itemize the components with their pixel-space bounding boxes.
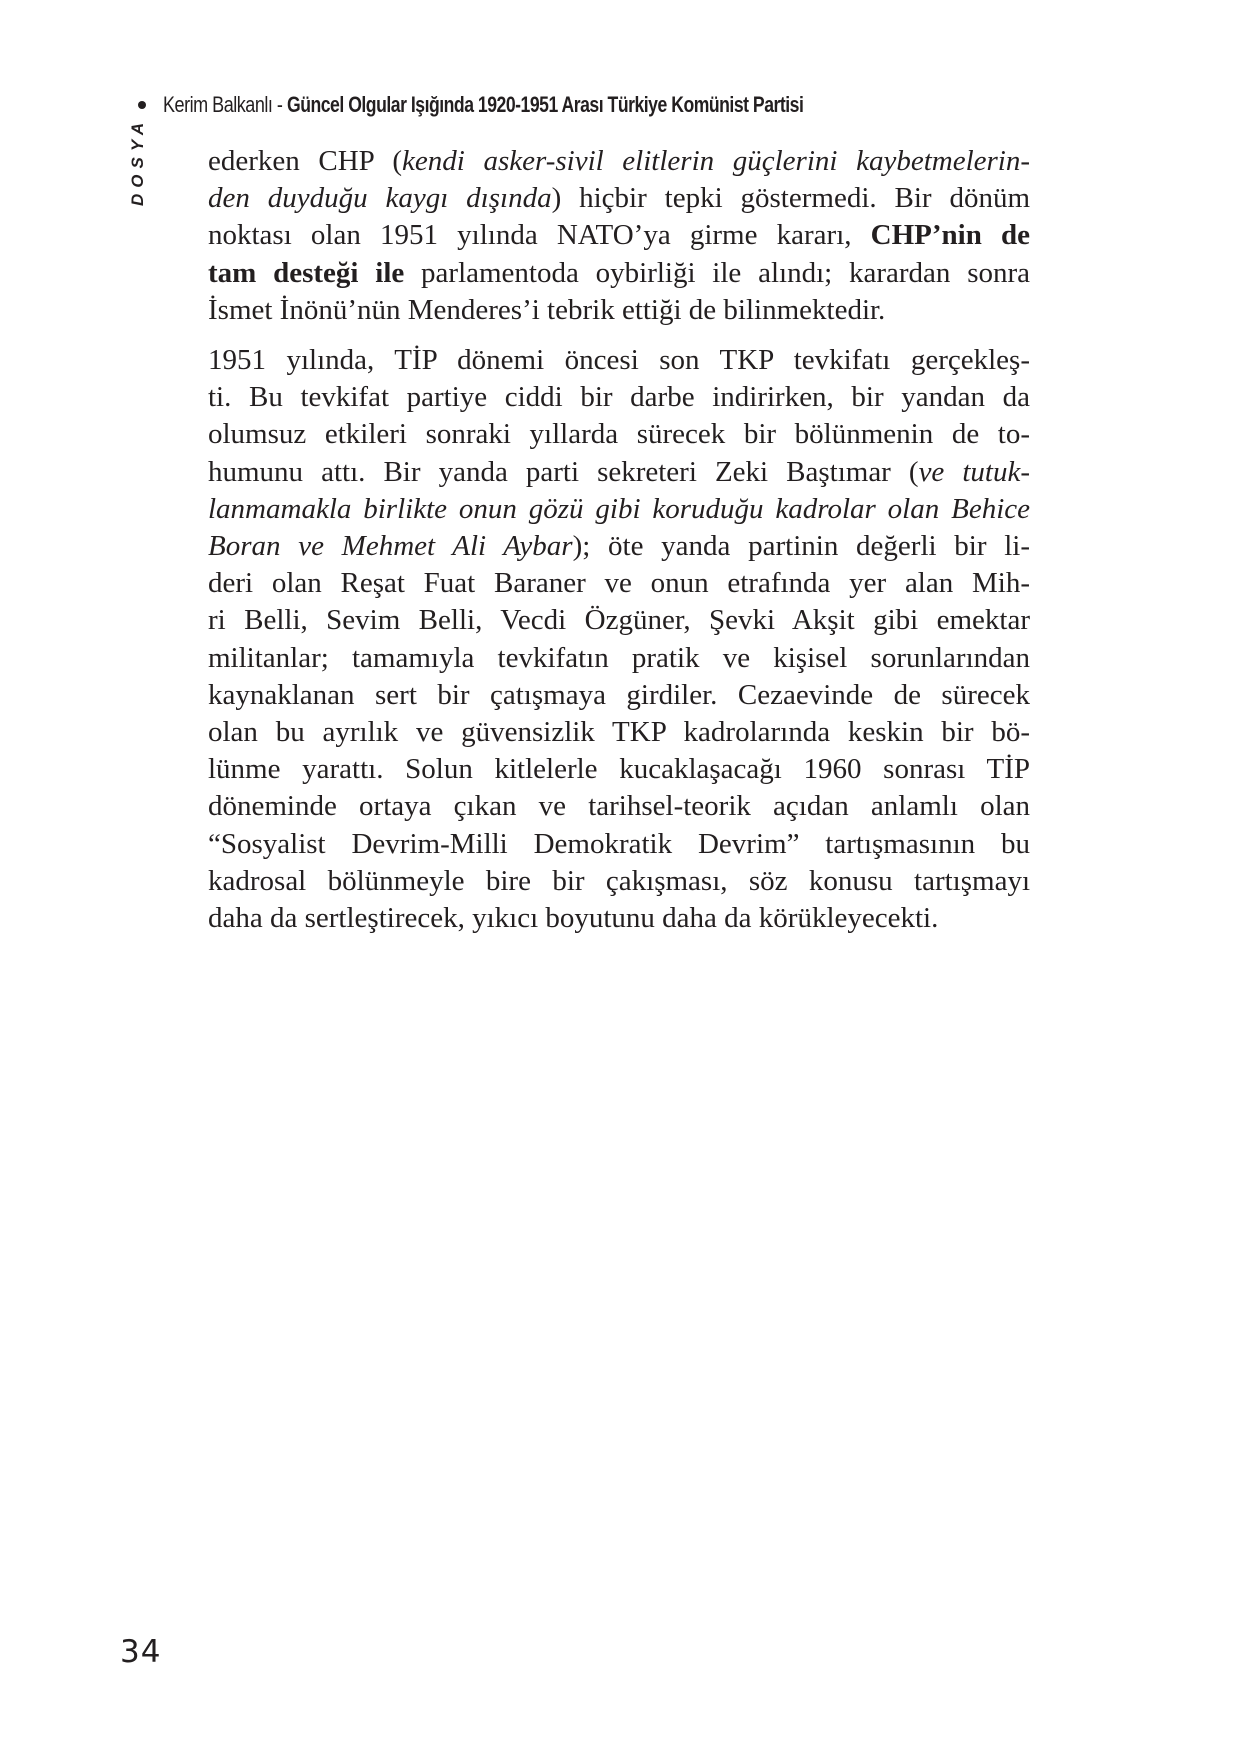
text-run: döneminde ortaya çıkan ve tarihsel-teorik açıdan anlamlı olan bbox=[208, 790, 1030, 823]
text-run: olan bu ayrılık ve güvensizlik TKP kadrolarında keskin bir bö- bbox=[208, 716, 1030, 749]
text-run: noktası olan 1951 yılında NATO’ya girme kararı, bbox=[208, 219, 871, 252]
text-line bbox=[208, 714, 1030, 751]
text-line bbox=[208, 292, 1030, 329]
text-line bbox=[208, 416, 1030, 453]
text-run: kaynaklanan sert bir çatışmaya girdiler. Cezaevinde de sürecek bbox=[208, 678, 1030, 711]
section-label: DOSYA bbox=[128, 116, 147, 206]
text-run: militanlar; tamamıyla tevkifatın pratik ve kişisel sorunlarından bbox=[208, 641, 1030, 674]
text-line bbox=[208, 454, 1030, 491]
text-line bbox=[208, 826, 1030, 863]
text-line bbox=[208, 143, 1030, 180]
text-line bbox=[208, 565, 1030, 602]
running-header bbox=[138, 90, 932, 120]
text-line bbox=[208, 863, 1030, 900]
text-run: ); öte yanda partinin değerli bir li- bbox=[572, 530, 1030, 563]
text-line bbox=[208, 751, 1030, 788]
text-run: daha da sertleştirecek, yıkıcı boyutunu daha da körükleyecekti. bbox=[208, 902, 939, 935]
text-run: olumsuz etkileri sonraki yıllarda sürecek bir bölünmenin de to- bbox=[208, 418, 1030, 451]
italic-text: den duyduğu kaygı dışında bbox=[208, 182, 552, 215]
text-run: ederken CHP ( bbox=[208, 145, 403, 177]
text-run: ) hiçbir tepki göstermedi. Bir dönüm bbox=[551, 182, 1030, 215]
text-run: parlamentoda oybirliği ile alındı; karardan sonra bbox=[404, 256, 1031, 289]
text-line bbox=[208, 255, 1030, 292]
page-number: 34 bbox=[120, 1634, 162, 1670]
text-run: deri olan Reşat Fuat Baraner ve onun etrafında yer alan Mih- bbox=[208, 567, 1030, 600]
text-run: kadrosal bölünmeyle bire bir çakışması, söz konusu tartışmayı bbox=[208, 864, 1030, 897]
header-article-title: Güncel Olgular Işığında 1920-1951 Arası Türkiye Komünist Partisi bbox=[286, 92, 804, 117]
text-line bbox=[208, 602, 1030, 639]
text-run: lünme yarattı. Solun kitlelerle kucaklaşacağı 1960 sonrası TİP bbox=[208, 753, 1030, 786]
text-run: 1951 yılında, TİP dönemi öncesi son TKP tevkifatı gerçekleş- bbox=[208, 344, 1030, 377]
text-line bbox=[208, 677, 1030, 714]
text-line bbox=[208, 491, 1030, 528]
text-line bbox=[208, 640, 1030, 677]
text-run: “Sosyalist Devrim-Milli Demokratik Devrim” tartışmasının bu bbox=[208, 827, 1030, 860]
text-run: ri Belli, Sevim Belli, Vecdi Özgüner, Şevki Akşit gibi emektar bbox=[208, 604, 1030, 637]
bold-text: tam desteği ile bbox=[208, 256, 405, 289]
header-author: Kerim Balkanlı - bbox=[163, 92, 283, 117]
italic-text: ve tutuk- bbox=[918, 455, 1031, 488]
text-line bbox=[208, 528, 1030, 565]
text-run: ti. Bu tevkifat partiye ciddi bir darbe indirirken, bir yandan da bbox=[208, 381, 1030, 414]
text-line bbox=[208, 342, 1030, 379]
paragraph bbox=[208, 342, 1030, 937]
text-line bbox=[208, 217, 1030, 254]
italic-text: lanmamakla birlikte onun gözü gibi koruduğu kadrolar olan Behice bbox=[208, 492, 1030, 525]
text-run: İsmet İnönü’nün Menderes’i tebrik ettiği de bilinmektedir. bbox=[208, 293, 886, 326]
text-line bbox=[208, 788, 1030, 825]
italic-text: Boran ve Mehmet Ali Aybar bbox=[208, 530, 573, 563]
bold-text: CHP’nin de bbox=[870, 219, 1030, 252]
italic-text: kendi asker-sivil elitlerin güçlerini kaybetmelerin- bbox=[402, 145, 1030, 177]
text-run: humunu attı. Bir yanda parti sekreteri Zeki Baştımar ( bbox=[208, 455, 919, 488]
bullet-icon bbox=[138, 101, 146, 109]
text-line bbox=[208, 180, 1030, 217]
paragraph bbox=[208, 143, 1030, 329]
article-body bbox=[208, 143, 1030, 937]
text-line bbox=[208, 379, 1030, 416]
text-line bbox=[208, 900, 1030, 937]
